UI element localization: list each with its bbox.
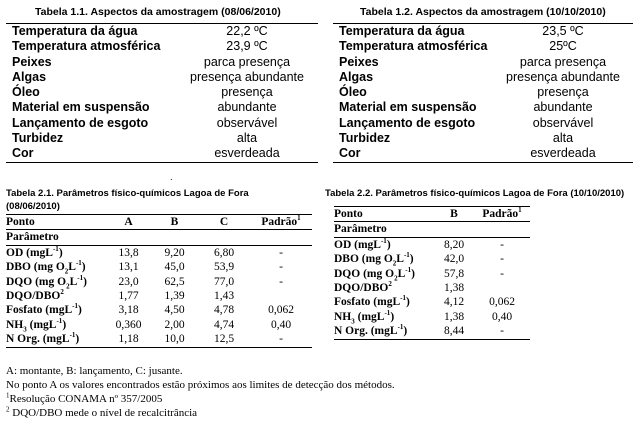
parameter-name: DQO (mg $O_2L^{-1}$) xyxy=(334,265,415,282)
cell-b: 9,20 xyxy=(164,246,185,259)
table-1-2-caption: Tabela 1.2. Aspectos da amostragem (10/10/2010) xyxy=(360,6,606,18)
table-row xyxy=(333,131,633,146)
cell-padrao: 0,40 xyxy=(491,310,513,323)
table-row xyxy=(334,310,530,324)
cell-padrao xyxy=(250,289,312,303)
row-label: Material em suspensão xyxy=(12,100,150,115)
row-label: Cor xyxy=(12,146,34,161)
cell-b: 2,00 xyxy=(164,318,185,331)
table-row xyxy=(333,116,633,131)
parameter-label: Parâmetro xyxy=(6,231,59,244)
row-value: esverdeada xyxy=(214,146,280,161)
table-row xyxy=(334,237,530,252)
table-row xyxy=(6,100,318,115)
table-row xyxy=(6,85,318,100)
table-row xyxy=(333,39,633,54)
cell-padrao: 0,062 xyxy=(268,304,294,317)
row-value: alta xyxy=(552,131,574,146)
cell-padrao: - xyxy=(500,267,504,280)
table-row xyxy=(6,24,318,40)
note-detection: No ponto A os valores encontrados estão próximos aos limites de detecção dos métodos. xyxy=(6,379,395,391)
table-row xyxy=(334,252,530,266)
table-row xyxy=(333,24,633,40)
row-value: 23,5 ºC xyxy=(542,24,584,38)
table-row xyxy=(6,70,318,85)
row-value: observável xyxy=(216,115,278,130)
cell-padrao: 0,40 xyxy=(270,318,292,331)
row-value: 25ºC xyxy=(549,39,577,54)
row-label: Temperatura da água xyxy=(12,24,138,38)
parameter-name: $NH_3$ (mgL$^{-1}$) xyxy=(6,317,67,334)
row-value: presença xyxy=(537,85,589,100)
cell-a: 1,77 xyxy=(118,290,139,303)
header-row xyxy=(334,207,530,222)
cell-b: 8,44 xyxy=(443,325,465,338)
table-row xyxy=(333,55,633,70)
table-2-2-caption: Tabela 2.2. Parâmetros físico-químicos Lagoa de Fora (10/10/2010) xyxy=(325,188,625,199)
cell-a: 0,360 xyxy=(115,318,142,331)
cell-padrao: - xyxy=(279,261,283,274)
cell-b: 4,50 xyxy=(164,304,185,317)
table-row xyxy=(6,275,312,289)
cell-c: 77,0 xyxy=(213,275,235,288)
header-b: B xyxy=(450,208,458,220)
parameter-name: N Org. (mgL$^{-1}$) xyxy=(6,331,80,346)
table-row xyxy=(6,55,318,70)
row-label: Peixes xyxy=(339,54,379,69)
row-value: presença abundante xyxy=(190,69,304,84)
table-row xyxy=(6,289,312,303)
row-label: Temperatura atmosférica xyxy=(339,39,488,54)
row-label: Cor xyxy=(339,146,361,161)
table-1-2 xyxy=(333,23,633,163)
header-padrao: Padrão$^1$ xyxy=(261,214,301,228)
footnotes xyxy=(6,364,395,420)
row-label: Algas xyxy=(339,69,374,84)
cell-padrao: - xyxy=(500,238,504,251)
cell-b: 1,39 xyxy=(164,290,185,303)
parameter-name: OD (mgL$^{-1}$) xyxy=(334,236,391,251)
row-label: Lançamento de esgoto xyxy=(12,115,149,130)
table-row xyxy=(6,116,318,131)
table-row xyxy=(333,146,633,162)
row-label: Turbidez xyxy=(339,131,391,146)
row-value: esverdeada xyxy=(530,146,596,161)
row-value: alta xyxy=(236,131,258,146)
parameter-name: OD (mgL$^{-1}$) xyxy=(6,244,63,259)
parameter-name: DQO (mg $O_2L^{-1}$) xyxy=(6,273,87,290)
note-legend: A: montante, B: lançamento, C: jusante. xyxy=(6,365,183,377)
cell-c: 12,5 xyxy=(213,333,235,346)
cell-a: 3,18 xyxy=(118,304,139,317)
parameter-name: $NH_3$ (mgL$^{-1}$) xyxy=(334,309,395,326)
table-row xyxy=(6,131,318,146)
cell-a: 23,0 xyxy=(118,275,139,288)
cell-padrao: - xyxy=(279,246,283,259)
table-2-1 xyxy=(6,214,312,348)
row-value: 23,9 ºC xyxy=(226,39,268,54)
table-row xyxy=(333,100,633,115)
parameter-name: N Org. (mgL$^{-1}$) xyxy=(334,323,408,338)
table-2-1-caption-date: (08/06/2010) xyxy=(6,201,60,212)
cell-b: 62,5 xyxy=(164,275,185,288)
cell-padrao: - xyxy=(500,253,504,266)
cell-padrao: - xyxy=(500,325,504,338)
table-row xyxy=(334,295,530,309)
row-value: observável xyxy=(532,115,594,130)
table-row xyxy=(6,303,312,317)
parameter-name: Fosfato (mgL$^{-1}$) xyxy=(334,294,410,309)
cell-b: 45,0 xyxy=(164,261,185,274)
parameter-name: DQO/DBO$^2$ xyxy=(6,288,64,303)
parameter-name: Fosfato (mgL$^{-1}$) xyxy=(6,302,82,317)
table-row xyxy=(6,146,318,162)
cell-b: 4,12 xyxy=(443,296,465,309)
cell-c: 1,43 xyxy=(213,290,235,303)
cell-padrao: 0,062 xyxy=(489,296,515,309)
row-value: presença xyxy=(221,85,273,100)
header-ponto: Ponto xyxy=(6,216,35,228)
row-label: Óleo xyxy=(12,85,40,100)
table-row xyxy=(333,70,633,85)
cell-padrao: - xyxy=(279,333,283,346)
cell-padrao xyxy=(474,281,530,295)
cell-c: 4,74 xyxy=(213,318,235,331)
cell-a: 13,1 xyxy=(118,261,139,274)
cell-b: 8,20 xyxy=(443,238,465,251)
row-value: parca presença xyxy=(203,54,291,69)
row-value: presença abundante xyxy=(506,69,620,84)
table-row xyxy=(6,332,312,347)
header-ponto: Ponto xyxy=(334,208,363,220)
row-label: Peixes xyxy=(12,54,52,69)
table-1-1 xyxy=(6,23,318,163)
row-label: Lançamento de esgoto xyxy=(339,115,476,130)
row-label: Turbidez xyxy=(12,131,64,146)
row-value: parca presença xyxy=(519,54,607,69)
cell-a: 13,8 xyxy=(118,246,139,259)
parameter-name: DBO (mg $O_2L^{-1}$) xyxy=(334,251,414,268)
parameter-name: DBO (mg $O_2L^{-1}$) xyxy=(6,259,86,276)
table-row xyxy=(6,39,318,54)
parameter-name: DQO/DBO$^2$ xyxy=(334,280,392,295)
table-row xyxy=(334,281,530,295)
row-label: Algas xyxy=(12,69,47,84)
parameter-label: Parâmetro xyxy=(334,223,387,236)
row-label: Temperatura atmosférica xyxy=(12,39,161,54)
cell-c: 6,80 xyxy=(213,246,235,259)
row-label: Temperatura da água xyxy=(339,24,465,38)
cell-b: 42,0 xyxy=(443,253,465,266)
header-c: C xyxy=(219,216,229,228)
header-a: A xyxy=(124,216,133,228)
table-row xyxy=(334,267,530,281)
cell-padrao: - xyxy=(279,275,283,288)
table-row xyxy=(334,324,530,339)
table-row xyxy=(333,85,633,100)
table-row xyxy=(6,318,312,332)
parameter-label-row xyxy=(6,230,312,245)
cell-b: 1,38 xyxy=(443,282,465,295)
parameter-label-row xyxy=(334,222,530,237)
cell-b: 57,8 xyxy=(443,267,465,280)
note-conama: $^1$Resolução CONAMA nº 357/2005 xyxy=(6,391,163,405)
cell-c: 4,78 xyxy=(213,304,235,317)
cell-c: 53,9 xyxy=(213,261,235,274)
header-b: B xyxy=(170,216,179,228)
table-2-2 xyxy=(334,206,530,340)
header-row xyxy=(6,215,312,230)
table-row xyxy=(6,245,312,260)
note-recalcitrance: $^2$ DQO/DBO mede o nível de recalcitrância xyxy=(6,405,198,419)
stray-dot: . xyxy=(170,172,173,183)
cell-b: 1,38 xyxy=(443,310,465,323)
cell-a: 1,18 xyxy=(118,333,139,346)
row-value: abundante xyxy=(217,100,277,115)
row-label: Óleo xyxy=(339,85,367,100)
cell-b: 10,0 xyxy=(164,333,185,346)
table-2-1-caption: Tabela 2.1. Parâmetros físico-químicos Lagoa de Fora xyxy=(6,188,249,199)
table-row xyxy=(6,260,312,274)
header-padrao: Padrão$^1$ xyxy=(482,206,522,220)
row-label: Material em suspensão xyxy=(339,100,477,115)
row-value: 22,2 ºC xyxy=(226,24,268,38)
row-value: abundante xyxy=(533,100,593,115)
table-1-1-caption: Tabela 1.1. Aspectos da amostragem (08/06/2010) xyxy=(35,6,281,18)
